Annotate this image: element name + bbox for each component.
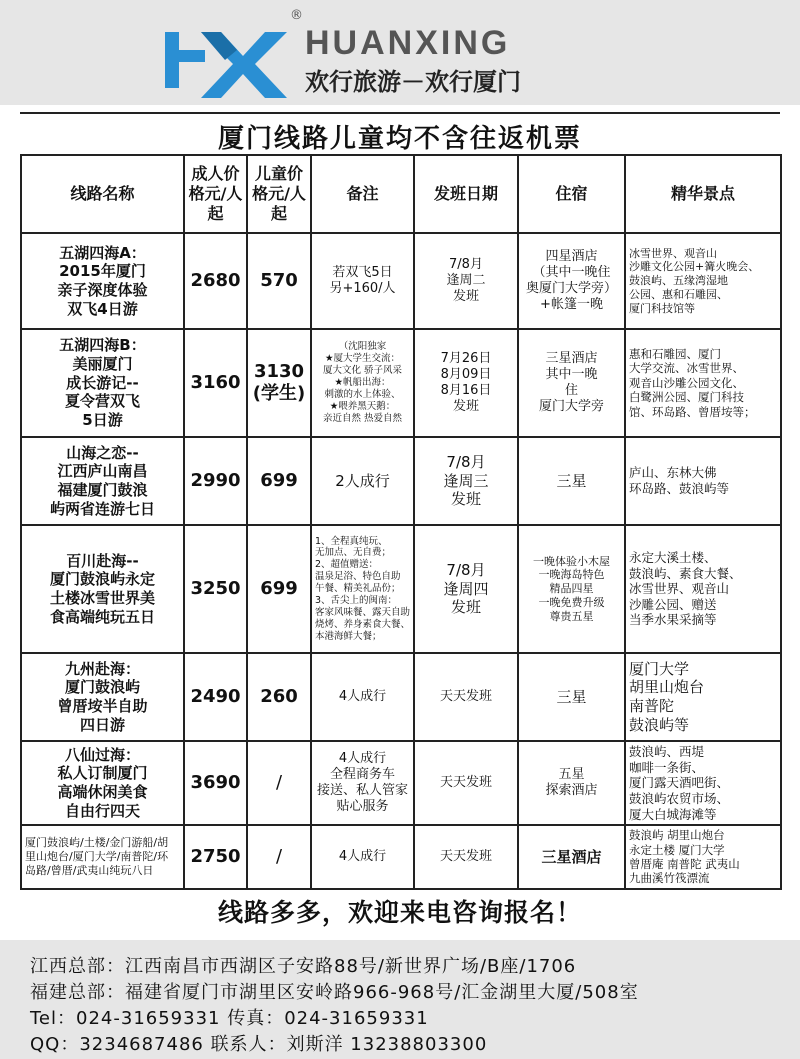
phone-fax: Tel：024-31659331 传真：024-31659331 [30,1008,429,1029]
adult-price: 3250 [184,525,247,653]
call-to-action-slogan: 线路多多，欢迎来电咨询报名！ [217,898,582,927]
adult-price: 2990 [184,437,247,525]
route-note: （沈阳独家 ★厦大学生交流： 厦大文化 骄子风采 ★帆船出海： 刺激的水上体验、 ★喂养黑天鹅： 亲近自然 热爱自然 [311,329,414,437]
registered-mark: ® [290,8,303,23]
child-price: 260 [247,653,311,741]
departure-date: 7/8月 逢周四 发班 [414,525,518,653]
table-row [21,233,781,329]
highlights: 冰雪世界、观音山 沙雕文化公园+篝火晚会、 鼓浪屿、五缘湾湿地 公园、惠和石雕园、 厦门科技馆等 [625,233,781,329]
brand-slogan-cn: 欢行旅游－欢行厦门 [305,68,521,96]
col-header-spots: 精华景点 [625,155,781,233]
table-row [21,437,781,525]
fujian-address: 福建总部：福建省厦门市湖里区安岭路966-968号/汇金湖里大厦/508室 [30,982,639,1003]
adult-price: 2490 [184,653,247,741]
child-price: / [247,825,311,889]
hotel: 三星 [518,653,625,741]
col-header-adult-price: 成人价格元/人起 [184,155,247,233]
hotel: 五星 探索酒店 [518,741,625,825]
highlights: 鼓浪屿、西堤 咖啡一条街、 厦门露天酒吧街、 鼓浪屿农贸市场、 厦大白城海滩等 [625,741,781,825]
footer-band [0,940,800,1059]
col-header-child-price: 儿童价格元/人起 [247,155,311,233]
route-name: 厦门鼓浪屿/土楼/金门游船/胡 里山炮台/厦门大学/南普陀/环 岛路/曾厝/武夷山纯玩八日 [21,825,184,889]
hotel: 四星酒店 （其中一晚住 奥厦门大学旁） +帐篷一晚 [518,233,625,329]
route-note: 4人成行 全程商务车 接送、私人管家 贴心服务 [311,741,414,825]
hotel: 三星 [518,437,625,525]
route-name: 九州赴海： 厦门鼓浪屿 曾厝垵半自助 四日游 [21,653,184,741]
divider [20,112,780,114]
adult-price: 2750 [184,825,247,889]
departure-date: 天天发班 [414,741,518,825]
route-note: 2人成行 [311,437,414,525]
child-price: 570 [247,233,311,329]
header-band [0,0,800,105]
col-header-departure: 发班日期 [414,155,518,233]
route-name: 八仙过海： 私人订制厦门 高端休闲美食 自由行四天 [21,741,184,825]
table-header-row [21,155,781,233]
brand-name-en: HUANXING [305,24,511,62]
col-header-note: 备注 [311,155,414,233]
adult-price: 2680 [184,233,247,329]
adult-price: 3160 [184,329,247,437]
highlights: 鼓浪屿 胡里山炮台 永定土楼 厦门大学 曾厝庵 南普陀 武夷山 九曲溪竹筏漂流 [625,825,781,889]
route-name: 五湖四海B： 美丽厦门 成长游记-- 夏令营双飞 5日游 [21,329,184,437]
child-price: 3130 (学生) [247,329,311,437]
hx-logo-icon [165,14,295,98]
route-name: 五湖四海A： 2015年厦门 亲子深度体验 双飞4日游 [21,233,184,329]
child-price: 699 [247,437,311,525]
table-row [21,329,781,437]
table-row [21,825,781,889]
col-header-route-name: 线路名称 [21,155,184,233]
hotel: 一晚体验小木屋 一晚海岛特色 精品四星 一晚免费升级 尊贵五星 [518,525,625,653]
highlights: 厦门大学 胡里山炮台 南普陀 鼓浪屿等 [625,653,781,741]
departure-date: 天天发班 [414,653,518,741]
col-header-hotel: 住宿 [518,155,625,233]
departure-date: 7/8月 逢周二 发班 [414,233,518,329]
highlights: 永定大溪土楼、 鼓浪屿、素食大餐、 冰雪世界、观音山 沙雕公园、赠送 当季水果采摘等 [625,525,781,653]
hotel: 三星酒店 [518,825,625,889]
route-name: 百川赴海-- 厦门鼓浪屿永定 土楼冰雪世界美 食高端纯玩五日 [21,525,184,653]
route-note: 4人成行 [311,825,414,889]
route-name: 山海之恋-- 江西庐山南昌 福建厦门鼓浪 屿两省连游七日 [21,437,184,525]
departure-date: 7月26日 8月09日 8月16日 发班 [414,329,518,437]
highlights: 庐山、东林大佛 环岛路、鼓浪屿等 [625,437,781,525]
route-note: 1、全程真纯玩、 无加点、无自费； 2、超值赠送： 温泉足浴、特色自助 午餐、精美礼品份； 3、舌尖上的闽南： 客家风味餐、露天自助 烧烤、养身素食大餐、 本港海鲜大餐； [311,525,414,653]
hotel: 三星酒店 其中一晚 住 厦门大学旁 [518,329,625,437]
route-note: 4人成行 [311,653,414,741]
table-row [21,525,781,653]
highlights: 惠和石雕园、厦门 大学交流、冰雪世界、 观音山沙雕公园文化、 白鹭洲公园、厦门科技 馆、环岛路、曾厝垵等； [625,329,781,437]
adult-price: 3690 [184,741,247,825]
departure-date: 7/8月 逢周三 发班 [414,437,518,525]
qq-contact: QQ：3234687486 联系人：刘斯洋 13238803300 [30,1034,488,1055]
jiangxi-address: 江西总部：江西南昌市西湖区子安路88号/新世界广场/B座/1706 [30,956,577,977]
child-price: / [247,741,311,825]
table-row [21,653,781,741]
routes-table [20,154,782,890]
table-row [21,741,781,825]
departure-date: 天天发班 [414,825,518,889]
page-title: 厦门线路儿童均不含往返机票 [217,124,582,154]
route-note: 若双飞5日 另+160/人 [311,233,414,329]
child-price: 699 [247,525,311,653]
